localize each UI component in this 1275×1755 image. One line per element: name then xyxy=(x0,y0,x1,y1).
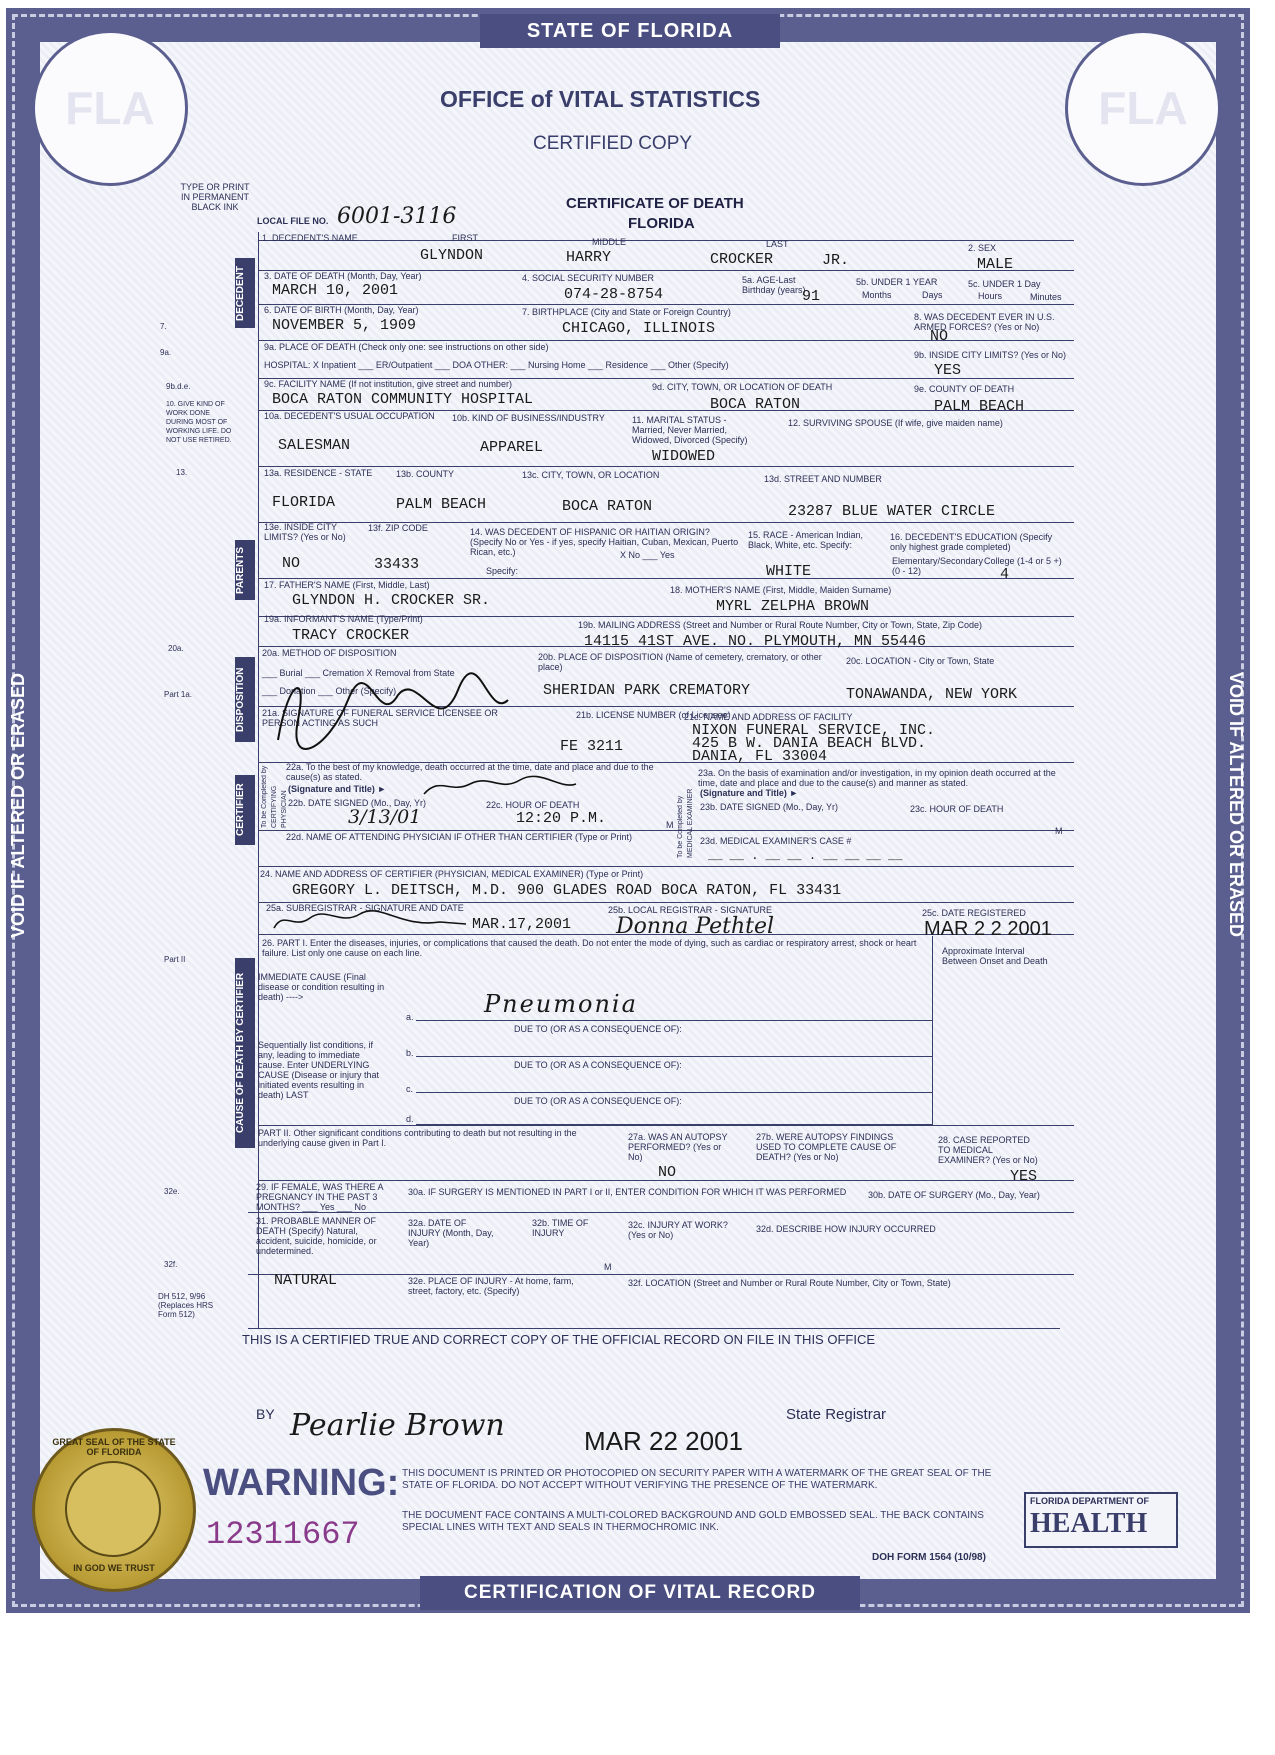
due-to-2: DUE TO (OR AS A CONSEQUENCE OF): xyxy=(514,1060,682,1070)
label-13f: 13f. ZIP CODE xyxy=(368,523,428,533)
label-9a: 9a. PLACE OF DEATH (Check only one: see instructions on other side) xyxy=(264,342,549,352)
label-21a: 21a. SIGNATURE OF FUNERAL SERVICE LICENSEE OR PERSON ACTING AS SUCH xyxy=(262,708,498,728)
label-22c: 22c. HOUR OF DEATH xyxy=(486,800,580,810)
margin-13: 13. xyxy=(176,468,188,477)
rule xyxy=(258,578,1074,579)
label-17: 17. FATHER'S NAME (First, Middle, Last) xyxy=(264,580,430,590)
cause-line-b xyxy=(416,1056,932,1057)
hour-of-death: 12:20 P.M. xyxy=(516,810,607,827)
margin-part1a: Part 1a. xyxy=(164,690,193,699)
facility-line-2: 425 B W. DANIA BEACH BLVD. xyxy=(692,735,927,752)
tab-parents: PARENTS xyxy=(235,540,255,600)
label-31: 31. PROBABLE MANNER OF DEATH (Specify) Natural, accident, suicide, homicide, or undetermined. xyxy=(256,1216,377,1256)
disposition-place: SHERIDAN PARK CREMATORY xyxy=(543,682,751,699)
margin-9a: 9a. xyxy=(160,348,172,357)
occupation: SALESMAN xyxy=(278,437,351,454)
doh-form: DOH FORM 1564 (10/98) xyxy=(872,1552,986,1563)
label-12: 12. SURVIVING SPOUSE (If wife, give maiden name) xyxy=(788,418,1003,428)
tab-certifier: CERTIFIER xyxy=(235,775,255,845)
margin-20a: 20a. xyxy=(168,644,184,653)
security-border xyxy=(6,8,1250,1613)
label-29: 29. IF FEMALE, WAS THERE A PREGNANCY IN THE PAST 3 MONTHS? ___ Yes ___ No xyxy=(256,1182,384,1212)
facility-line-3: DANIA, FL 33004 xyxy=(692,748,828,765)
line-c: c. xyxy=(406,1084,414,1094)
state-registrar-label: State Registrar xyxy=(786,1406,887,1423)
label-interval: Approximate Interval Between Onset and Death xyxy=(942,946,1048,966)
label-32a: 32a. DATE OF INJURY (Month, Day, Year) xyxy=(408,1218,494,1248)
by-label: BY xyxy=(256,1406,275,1422)
license-number: FE 3211 xyxy=(560,738,624,755)
certificate-sheet xyxy=(6,8,1250,1613)
label-30a: 30a. IF SURGERY IS MENTIONED IN PART I or II, ENTER CONDITION FOR WHICH IT WAS PERFORMED xyxy=(408,1187,847,1197)
date-of-birth: NOVEMBER 5, 1909 xyxy=(272,317,417,334)
label-32b-m: M xyxy=(604,1262,612,1272)
rule xyxy=(248,1328,1060,1329)
label-22d: 22d. NAME OF ATTENDING PHYSICIAN IF OTHER THAN CERTIFIER (Type or Print) xyxy=(286,832,633,842)
mother-name: MYRL ZELPHA BROWN xyxy=(716,598,870,615)
label-15: 15. RACE - American Indian, Black, White, etc. Specify: xyxy=(748,530,864,550)
label-3: 3. DATE OF DEATH (Month, Day, Year) xyxy=(264,271,422,281)
father-name: GLYNDON H. CROCKER SR. xyxy=(292,592,491,609)
label-16: 16. DECEDENT'S EDUCATION (Specify only highest grade completed) xyxy=(890,532,1053,552)
label-first: FIRST xyxy=(452,233,478,243)
tab-decedent: DECEDENT xyxy=(235,258,255,328)
state-registrar-signature: Pearlie Brown xyxy=(290,1408,505,1443)
margin-32e: 32e. xyxy=(164,1187,180,1196)
label-28: 28. CASE REPORTED TO MEDICAL EXAMINER? (Yes or No) xyxy=(938,1135,1038,1165)
label-25a: 25a. SUBREGISTRAR - SIGNATURE AND DATE xyxy=(266,903,464,913)
seal-circle-right: FLA xyxy=(1065,30,1221,186)
rule xyxy=(258,1125,1074,1126)
margin-10: 10. GIVE KIND OF WORK DONE DURING MOST OF WORKING LIFE. DO NOT USE RETIRED. xyxy=(166,401,232,444)
void-text-right: VOID IF ALTERED OR ERASED xyxy=(1226,672,1246,938)
label-27a: 27a. WAS AN AUTOPSY PERFORMED? (Yes or No) xyxy=(628,1132,728,1162)
local-file-number: 6001-3116 xyxy=(337,204,457,229)
label-5c: 5c. UNDER 1 Day xyxy=(968,279,1041,289)
margin-part2: Part II xyxy=(164,955,186,964)
label-19a: 19a. INFORMANT'S NAME (Type/Print) xyxy=(264,614,423,624)
due-to-3: DUE TO (OR AS A CONSEQUENCE OF): xyxy=(514,1096,682,1106)
tab-disposition: DISPOSITION xyxy=(235,657,255,742)
label-23a-sig: (Signature and Title) ► xyxy=(700,788,799,798)
due-to-1: DUE TO (OR AS A CONSEQUENCE OF): xyxy=(514,1024,682,1034)
label-9d: 9d. CITY, TOWN, OR LOCATION OF DEATH xyxy=(652,382,833,392)
label-19b: 19b. MAILING ADDRESS (Street and Number or Rural Route Number, City or Town, State, Zip Code) xyxy=(578,620,982,630)
label-23b: 23b. DATE SIGNED (Mo., Day, Yr) xyxy=(700,802,839,812)
label-sequential: Sequentially list conditions, if any, leading to immediate cause. Enter UNDERLYING CAUSE (Disease or injury that initiated events resulting in death) LAST xyxy=(258,1040,380,1100)
me-case-number: __ __ . __ __ . __ __ __ __ xyxy=(708,849,903,863)
decedent-last: CROCKER xyxy=(710,251,774,268)
sex: MALE xyxy=(977,256,1014,273)
label-22a: 22a. To the best of my knowledge, death occurred at the time, date and place and due to the cause(s) as stated. xyxy=(286,762,654,782)
age: 91 xyxy=(802,288,821,305)
interval-divider xyxy=(932,936,933,1126)
disposition-location: TONAWANDA, NEW YORK xyxy=(846,686,1018,703)
immediate-cause: Pneumonia xyxy=(484,990,638,1018)
label-10a: 10a. DECEDENT'S USUAL OCCUPATION xyxy=(264,411,435,421)
state-banner: STATE OF FLORIDA xyxy=(480,14,780,48)
disposition-options-2: ___ Donation ___ Other (Specify) xyxy=(262,686,397,696)
margin-7: 7. xyxy=(160,322,167,331)
line-a: a. xyxy=(406,1012,414,1022)
rule xyxy=(258,340,1074,341)
seal-inner xyxy=(65,1461,161,1557)
residence-county: PALM BEACH xyxy=(396,496,487,513)
doh-health: HEALTH xyxy=(1030,1508,1148,1539)
doh-dept: FLORIDA DEPARTMENT OF xyxy=(1030,1496,1149,1506)
label-2: 2. SEX xyxy=(968,243,997,253)
hispanic-specify: Specify: xyxy=(486,566,519,576)
date-signed: 3/13/01 xyxy=(348,806,422,828)
disposition-options-1: ___ Burial ___ Cremation X Removal from State xyxy=(262,668,455,678)
ink-note: TYPE OR PRINT IN PERMANENT BLACK INK xyxy=(180,182,250,212)
local-registrar-signature: Donna Pethtel xyxy=(616,914,775,939)
informant-name: TRACY CROCKER xyxy=(292,627,410,644)
serial-number: 12311667 xyxy=(206,1516,360,1553)
label-27b: 27b. WERE AUTOPSY FINDINGS USED TO COMPLETE CAUSE OF DEATH? (Yes or No) xyxy=(756,1132,897,1162)
label-16-college: College (1-4 or 5 +) xyxy=(984,556,1062,566)
residence-inside-city: NO xyxy=(282,555,301,572)
autopsy-performed: NO xyxy=(658,1164,677,1181)
facility-name: BOCA RATON COMMUNITY HOSPITAL xyxy=(272,391,534,408)
label-6: 6. DATE OF BIRTH (Month, Day, Year) xyxy=(264,305,419,315)
label-22c-m: M xyxy=(666,820,674,830)
label-14: 14. WAS DECEDENT OF HISPANIC OR HAITIAN ORIGIN? (Specify No or Yes - if yes, specify Haitian, Cuban, Mexican, Puerto Rican, etc.) xyxy=(470,527,739,557)
gold-seal xyxy=(32,1428,196,1592)
label-23a: 23a. On the basis of examination and/or investigation, in my opinion death occurred at the time, date and place and due to the cause(s) and manner as stated. xyxy=(698,768,1056,788)
label-5a: 5a. AGE-Last Birthday (years) xyxy=(742,275,806,295)
label-8: 8. WAS DECEDENT EVER IN U.S. ARMED FORCES? (Yes or No) xyxy=(914,312,1055,332)
warning-label: WARNING: xyxy=(203,1462,400,1504)
rule xyxy=(258,830,1074,831)
label-days: Days xyxy=(922,290,943,300)
label-1: 1. DECEDENT'S NAME xyxy=(262,233,358,243)
ssn: 074-28-8754 xyxy=(564,286,664,303)
label-7: 7. BIRTHPLACE (City and State or Foreign Country) xyxy=(522,307,731,317)
label-13a: 13a. RESIDENCE - STATE xyxy=(264,468,373,478)
residence-state: FLORIDA xyxy=(272,494,336,511)
label-5b: 5b. UNDER 1 YEAR xyxy=(856,277,938,287)
label-part2: PART II. Other significant conditions contributing to death but not resulting in the underlying cause given in Part I. xyxy=(258,1128,577,1148)
label-9b: 9b. INSIDE CITY LIMITS? (Yes or No) xyxy=(914,350,1067,360)
rule xyxy=(258,232,259,1328)
armed-forces: NO xyxy=(930,328,949,345)
label-26: 26. PART I. Enter the diseases, injuries, or complications that caused the death. Do not enter the mode of dying, such as cardiac or respiratory arrest, shock or heart failure. List only one cause on each line. xyxy=(262,938,917,958)
seal-ring-text: GREAT SEAL OF THE STATE OF FLORIDA xyxy=(52,1437,176,1457)
label-32d: 32d. DESCRIBE HOW INJURY OCCURRED xyxy=(756,1224,936,1234)
date-of-death: MARCH 10, 2001 xyxy=(272,282,399,299)
label-20b: 20b. PLACE OF DISPOSITION (Name of cemetery, crematory, or other place) xyxy=(538,652,822,672)
subregistrar-signature xyxy=(270,906,470,934)
subregistrar-date: MAR.17,2001 xyxy=(472,916,572,933)
label-immediate-cause: IMMEDIATE CAUSE (Final disease or condition resulting in death) ----> xyxy=(258,972,385,1002)
warning-text-1: THIS DOCUMENT IS PRINTED OR PHOTOCOPIED ON SECURITY PAPER WITH A WATERMARK OF THE GREAT SEAL OF THE STATE OF FLORIDA. DO NOT ACCEPT WITHOUT VERIFYING THE PRESENCE OF THE WATERMARK. xyxy=(402,1468,992,1491)
label-10b: 10b. KIND OF BUSINESS/INDUSTRY xyxy=(452,413,605,423)
education-college: 4 xyxy=(1000,566,1010,583)
label-minutes: Minutes xyxy=(1030,292,1062,302)
place-of-death-options: HOSPITAL: X Inpatient ___ ER/Outpatient ___ DOA OTHER: ___ Nursing Home ___ Residence ___ Other (Specify) xyxy=(264,360,729,370)
label-11: 11. MARITAL STATUS - Married, Never Married, Widowed, Divorced (Specify) xyxy=(632,415,748,445)
cause-line-c xyxy=(416,1092,932,1093)
label-22a-sig: (Signature and Title) ► xyxy=(288,784,387,794)
bottom-banner: CERTIFICATION OF VITAL RECORD xyxy=(420,1576,860,1610)
line-b: b. xyxy=(406,1048,414,1058)
label-13b: 13b. COUNTY xyxy=(396,469,455,479)
city-of-death: BOCA RATON xyxy=(710,396,801,413)
label-13e: 13e. INSIDE CITY LIMITS? (Yes or No) xyxy=(264,522,346,542)
label-last: LAST xyxy=(766,239,789,249)
facility-line-1: NIXON FUNERAL SERVICE, INC. xyxy=(692,722,936,739)
cause-line-d xyxy=(416,1124,932,1125)
rule xyxy=(248,1274,1074,1275)
label-20c: 20c. LOCATION - City or Town, State xyxy=(846,656,995,666)
label-25b: 25b. LOCAL REGISTRAR - SIGNATURE xyxy=(608,905,773,915)
informant-address: 14115 41ST AVE. NO. PLYMOUTH, MN 55446 xyxy=(584,633,927,650)
rule xyxy=(258,866,1074,867)
manner-of-death: NATURAL xyxy=(274,1272,338,1289)
label-4: 4. SOCIAL SECURITY NUMBER xyxy=(522,273,655,283)
label-hours: Hours xyxy=(978,291,1003,301)
zip-code: 33433 xyxy=(374,556,420,573)
label-32c: 32c. INJURY AT WORK? (Yes or No) xyxy=(628,1220,728,1240)
hispanic-options: X No ___ Yes xyxy=(620,550,675,560)
label-32b: 32b. TIME OF INJURY xyxy=(532,1218,589,1238)
rule xyxy=(258,240,1074,241)
certifier-name-address: GREGORY L. DEITSCH, M.D. 900 GLADES ROAD BOCA RATON, FL 33431 xyxy=(292,882,842,899)
label-30b: 30b. DATE OF SURGERY (Mo., Day, Year) xyxy=(868,1190,1040,1200)
label-18: 18. MOTHER'S NAME (First, Middle, Maiden Surname) xyxy=(670,585,892,595)
decedent-middle: HARRY xyxy=(566,249,612,266)
certificate-state: FLORIDA xyxy=(628,215,695,232)
label-22b: 22b. DATE SIGNED (Mo., Day, Yr) xyxy=(288,798,427,808)
rule xyxy=(248,1212,1074,1213)
label-23c: 23c. HOUR OF DEATH xyxy=(910,804,1004,814)
void-text-left: VOID IF ALTERED OR ERASED xyxy=(8,672,28,938)
tab-cause-of-death: CAUSE OF DEATH BY CERTIFIER xyxy=(235,958,255,1148)
date-registered: MAR 2 2 2001 xyxy=(924,918,1052,940)
funeral-licensee-signature xyxy=(268,660,518,760)
doh-logo xyxy=(1024,1492,1178,1548)
reported-to-me: YES xyxy=(1010,1168,1038,1185)
decedent-first: GLYNDON xyxy=(420,247,484,264)
business-industry: APPAREL xyxy=(480,439,544,456)
line-d: d. xyxy=(406,1114,414,1124)
label-32f: 32f. LOCATION (Street and Number or Rural Route Number, City or Town, State) xyxy=(628,1278,951,1288)
birthplace: CHICAGO, ILLINOIS xyxy=(562,320,716,337)
label-21c: 21c. NAME AND ADDRESS OF FACILITY xyxy=(684,712,853,722)
local-file-label: LOCAL FILE NO. xyxy=(257,216,329,226)
certified-statement: THIS IS A CERTIFIED TRUE AND CORRECT COPY OF THE OFFICIAL RECORD ON FILE IN THIS OFFICE xyxy=(242,1332,876,1347)
label-9c: 9c. FACILITY NAME (If not institution, give street and number) xyxy=(264,379,512,389)
office-title: OFFICE of VITAL STATISTICS xyxy=(440,86,761,112)
race: WHITE xyxy=(766,563,812,580)
form-number: DH 512, 9/96 (Replaces HRS Form 512) xyxy=(158,1292,214,1319)
label-months: Months xyxy=(862,290,892,300)
residence-city: BOCA RATON xyxy=(562,498,653,515)
label-13d: 13d. STREET AND NUMBER xyxy=(764,474,882,484)
label-32e: 32e. PLACE OF INJURY - At home, farm, street, factory, etc. (Specify) xyxy=(408,1276,574,1296)
label-23c-m: M xyxy=(1055,826,1063,836)
label-23d: 23d. MEDICAL EXAMINER'S CASE # xyxy=(700,836,852,846)
label-24: 24. NAME AND ADDRESS OF CERTIFIER (PHYSICIAN, MEDICAL EXAMINER) (Type or Print) xyxy=(260,869,644,879)
label-middle: MIDDLE xyxy=(592,237,627,247)
label-16-elementary: Elementary/Secondary (0 - 12) xyxy=(892,556,984,576)
certifier-side-note: To be Completed by CERTIFYING PHYSICIAN xyxy=(261,765,288,828)
label-20a: 20a. METHOD OF DISPOSITION xyxy=(262,648,397,658)
inside-city-limits: YES xyxy=(934,362,962,379)
label-9e: 9e. COUNTY OF DEATH xyxy=(914,384,1015,394)
county-of-death: PALM BEACH xyxy=(934,398,1025,415)
label-25c: 25c. DATE REGISTERED xyxy=(922,908,1026,918)
me-side-note: To be Completed by MEDICAL EXAMINER xyxy=(677,788,694,858)
warning-text-2: THE DOCUMENT FACE CONTAINS A MULTI-COLORED BACKGROUND AND GOLD EMBOSSED SEAL. THE BACK CONTAINS SPECIAL LINES WITH TEXT AND SEALS IN THERMOCHROMIC INK. xyxy=(402,1510,984,1533)
certifier-signature xyxy=(420,770,580,800)
decedent-suffix: JR. xyxy=(822,252,850,269)
certified-copy: CERTIFIED COPY xyxy=(533,133,693,154)
margin-9bde: 9b.d.e. xyxy=(166,382,191,391)
certificate-title: CERTIFICATE OF DEATH xyxy=(566,195,744,212)
seal-motto: IN GOD WE TRUST xyxy=(73,1563,155,1573)
rule xyxy=(258,466,1074,467)
marital-status: WIDOWED xyxy=(652,448,716,465)
cause-line-a xyxy=(416,1020,932,1021)
residence-street: 23287 BLUE WATER CIRCLE xyxy=(788,503,996,520)
seal-circle-left: FLA xyxy=(32,30,188,186)
label-13c: 13c. CITY, TOWN, OR LOCATION xyxy=(522,470,660,480)
label-21b: 21b. LICENSE NUMBER (of Licensee) xyxy=(576,710,731,720)
margin-32f: 32f. xyxy=(164,1260,178,1269)
registrar-date: MAR 22 2001 xyxy=(584,1426,743,1456)
